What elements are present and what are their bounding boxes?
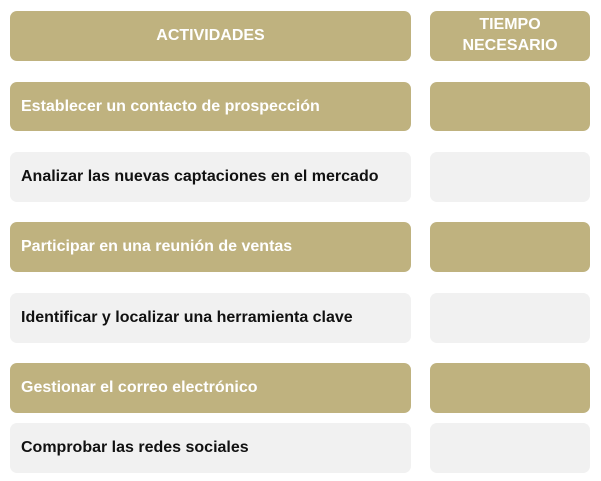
activity-label: Analizar las nuevas captaciones en el mercado	[21, 168, 379, 186]
activities-header-label: ACTIVIDADES	[156, 26, 265, 44]
activity-label: Identificar y localizar una herramienta clave	[21, 309, 353, 327]
time-needed-header-label	[430, 15, 590, 57]
activity-row-2	[10, 152, 411, 202]
activity-label: Comprobar las redes sociales	[21, 439, 249, 457]
activity-label: Participar en una reunión de ventas	[21, 238, 293, 256]
activity-row-1	[10, 82, 411, 131]
time-cell-6[interactable]	[430, 423, 590, 473]
activities-header	[10, 11, 411, 61]
time-needed-header-line1: TIEMPO	[479, 16, 541, 34]
activity-row-6	[10, 423, 411, 473]
activity-label: Gestionar el correo electrónico	[21, 379, 258, 397]
time-cell-3[interactable]	[430, 222, 590, 272]
time-needed-header-line2: NECESARIO	[462, 37, 558, 54]
time-cell-5[interactable]	[430, 363, 590, 413]
activity-row-4	[10, 293, 411, 343]
time-cell-2[interactable]	[430, 152, 590, 202]
time-cell-1[interactable]	[430, 82, 590, 131]
time-needed-header	[430, 11, 590, 61]
activity-label: Establecer un contacto de prospección	[21, 97, 320, 115]
activity-row-5	[10, 363, 411, 413]
activity-row-3	[10, 222, 411, 272]
time-cell-4[interactable]	[430, 293, 590, 343]
